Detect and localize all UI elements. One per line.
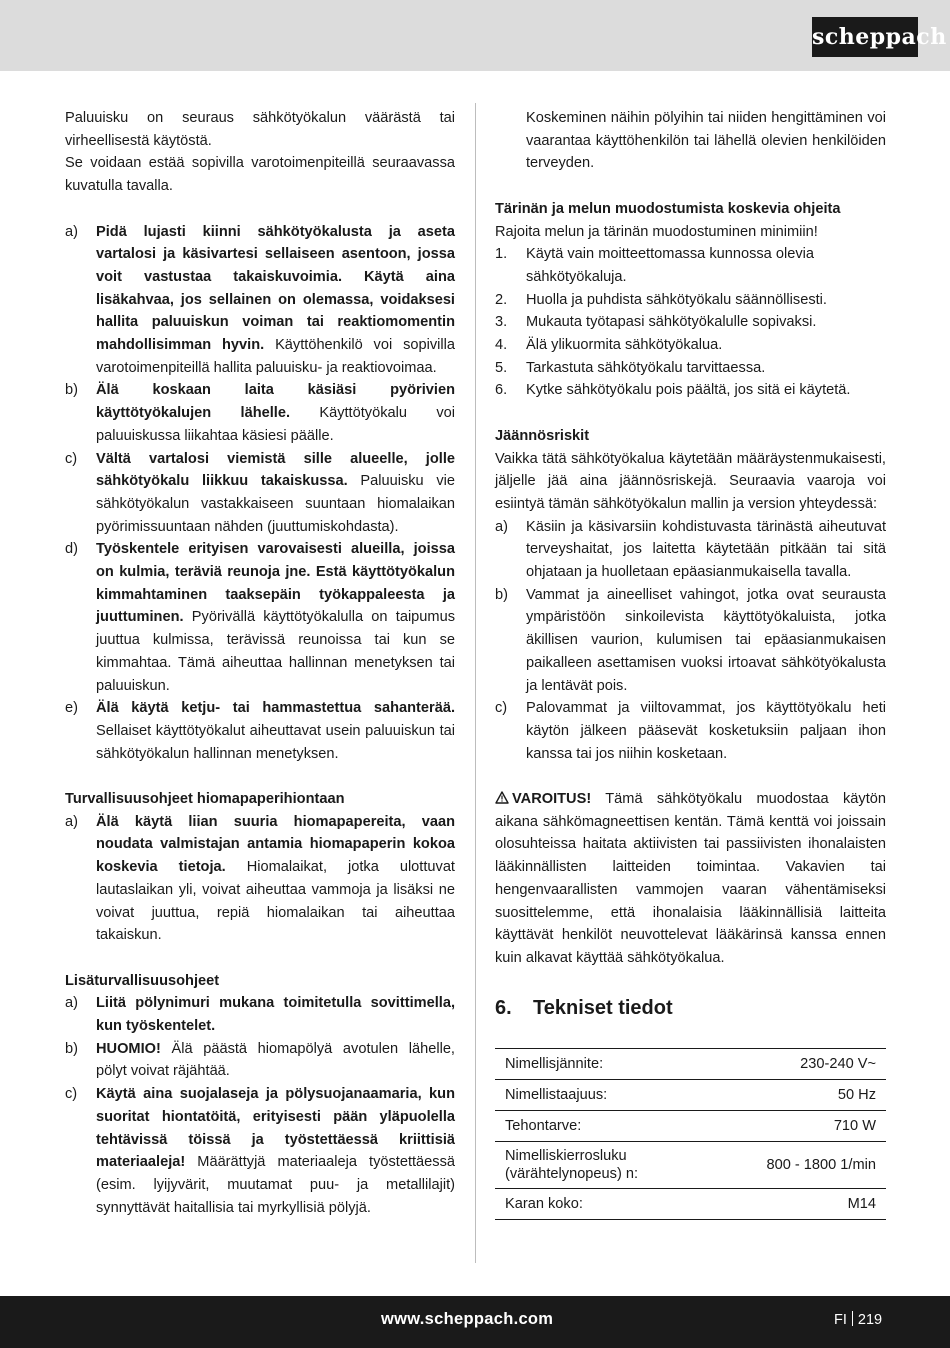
item-text: Määrättyjä materiaaleja työstettäessä (esim. lyijyvärit, muutamat puu- ja metallilajit) synnyttävät haitallisia tai myrkyllisiä pölyjä. [96, 1154, 455, 1216]
left-column [65, 107, 455, 1219]
bold-instruction: Älä käytä liian suuria hiomapapereita, vaan noudata valmistajan antamia hiomapaperin kokoa koskevia tietoja. [96, 813, 455, 876]
spec-label: Nimelliskierrosluku (värähtelynopeus) n: [495, 1141, 736, 1188]
list-marker: 1. [495, 246, 508, 263]
item-text: Kytke sähkötyökalu pois päältä, jos sitä ei käytetä. [526, 382, 851, 399]
spec-label: Tehontarve: [495, 1110, 736, 1141]
item-text: Hiomalaikat, jotka ulottuvat lautaslaikan yli, voivat aiheuttaa vammoja ja lisäksi ne voivat juuttua, repiä hiomalaikan tai aiheuttaa takaiskun. [96, 859, 455, 944]
list-marker: c) [65, 450, 78, 467]
list-item [495, 516, 886, 584]
list-item [495, 289, 886, 312]
warning-label: VAROITUS! [512, 791, 592, 808]
vibration-heading: Tärinän ja melun muodostumista koskevia ohjeita [495, 200, 841, 217]
list-item [495, 584, 886, 698]
section-number: 6. [495, 996, 512, 1019]
list-item [65, 221, 455, 380]
list-marker: 6. [495, 382, 508, 399]
footer-band [0, 1296, 950, 1348]
residual-risks-heading: Jäännösriskit [495, 427, 590, 444]
list-item [65, 1038, 455, 1083]
page-indicator [834, 1311, 882, 1328]
bold-instruction: HUOMIO! [96, 1040, 161, 1057]
spec-value: M14 [736, 1188, 886, 1219]
list-item [495, 697, 886, 765]
bold-instruction: Pidä lujasti kiinni sähkötyökalusta ja aseta vartalosi ja käsivartesi sellaiseen asentoon, jossa voit vastustaa takaiskuvoimia. Käytä aina lisäkahvaa, jos sellainen on olemassa, voidaksesi hallita paluuiskun voiman tai reaktiomomentin mahdollisimman hyvin. [96, 223, 455, 354]
list-item [495, 311, 886, 334]
section-title-text: Tekniset tiedot [533, 996, 673, 1019]
list-item [495, 243, 886, 288]
item-text: Käsiin ja käsivarsiin kohdistuvasta tärinästä aiheutuvat terveyshaitat, jos laitetta käytetään pitkään tai sitä ohjataan ja huolletaan epäasianmukaisella tavalla. [526, 518, 886, 581]
list-marker: 5. [495, 359, 508, 376]
list-item [65, 697, 455, 765]
list-item [495, 334, 886, 357]
list-item [65, 1083, 455, 1219]
bold-instruction: Älä koskaan laita käsiäsi pyörivien käyttötyökalujen lähelle. [96, 382, 455, 422]
scheppach-logo: scheppach [812, 17, 918, 57]
dust-continuation [495, 107, 886, 175]
warning-triangle-icon [495, 791, 509, 804]
vibration-intro: Rajoita melun ja tärinän muodostuminen minimiin! [495, 223, 818, 240]
list-marker: b) [495, 586, 508, 603]
warning-text: Tämä sähkötyökalu muodostaa käytön aikana sähkömagneettisen kentän. Tämä kenttä voi joissain olosuhteissa haitata aktiivisten tai passiivisten ihonalaisten lääkinnällisten laitteiden toimintaa. Vakavien tai hengenvaarallisten vammojen vaaran vähentämiseksi suosittelemme, että ihonalaisia lääkinnällisiä laitteita käyttävät henkilöt neuvottelevat lääkärinsä kanssa ennen kuin alkavat käyttää sähkötyökalua. [495, 791, 886, 966]
spec-label: Karan koko: [495, 1188, 736, 1219]
page-separator [852, 1311, 853, 1326]
bold-instruction: Työskentele erityisen varovaisesti alueilla, joissa on kulmia, teräviä reunoja jne. Estä käyttötyökalun kimmahtaminen taaksepäin työkappaleesta ja juuttuminen. [96, 541, 455, 626]
table-row [495, 1048, 886, 1079]
list-item [65, 379, 455, 447]
list-item [65, 992, 455, 1037]
list-marker: c) [495, 700, 508, 717]
spec-value: 50 Hz [736, 1079, 886, 1110]
vibration-list [495, 243, 886, 402]
intro-paragraph: Paluuisku on seuraus sähkötyökalun väärästä tai virheellisestä käytöstä. [65, 110, 455, 149]
spec-value: 230-240 V~ [736, 1048, 886, 1079]
list-marker: a) [65, 995, 78, 1012]
spec-label: Nimellistaajuus: [495, 1079, 736, 1110]
item-text: Pyörivällä käyttötyökalulla on taipumus juuttua kulmissa, terävissä reunoissa tai kun se kimmahtaa. Tämä aiheuttaa hallinnan menetyksen tai paluuiskun. [96, 609, 455, 694]
column-divider [475, 103, 476, 1263]
list-item [65, 448, 455, 539]
item-text: Käytä vain moitteettomassa kunnossa olevia sähkötyökaluja. [526, 246, 814, 285]
list-marker: c) [65, 1086, 78, 1103]
kickback-list [65, 221, 455, 766]
list-item [495, 357, 886, 380]
item-text: Älä ylikuormita sähkötyökalua. [526, 337, 723, 354]
list-item [65, 538, 455, 697]
list-marker: d) [65, 541, 78, 558]
extra-safety-heading: Lisäturvallisuusohjeet [65, 972, 220, 989]
header-band [0, 0, 950, 71]
list-marker: e) [65, 700, 78, 717]
item-text: Tarkastuta sähkötyökalu tarvittaessa. [526, 359, 766, 376]
table-row [495, 1110, 886, 1141]
item-text: Käyttöhenkilö voi sopivilla varotoimenpiteillä hallita paluuisku- ja reaktiovoimaa. [96, 337, 455, 376]
page-number: 219 [857, 1312, 883, 1328]
specs-table [495, 1048, 886, 1220]
bold-instruction: Liitä pölynimuri mukana toimitetulla sovittimella, kun työskentelet. [96, 995, 455, 1035]
spec-value: 800 - 1800 1/min [736, 1141, 886, 1188]
sanding-heading: Turvallisuusohjeet hiomapaperihiontaan [65, 791, 345, 808]
list-marker: 4. [495, 337, 508, 354]
item-text: Vammat ja aineelliset vahingot, jotka ovat seurausta ympäristöön sinkoilevista käyttötyökaluista, jotka äkillisen vaurion, kulumisen tai epäasianmukaisen paikalleen asettamisen vuoksi irtoavat sähkötyökalusta ja lentävät pois. [526, 586, 886, 694]
item-text: Palovammat ja viiltovammat, jos käyttötyökalu heti käytön jälkeen pääsevät kosketuksiin paljaan ihon kanssa tai jos niihin kosketaan. [526, 700, 886, 762]
warning-paragraph [495, 788, 886, 970]
item-text: Älä päästä hiomapölyä avotulen lähelle, pölyt voivat räjähtää. [96, 1040, 455, 1080]
item-text: Sellaiset käyttötyökalut aiheuttavat usein paluuiskun tai sähkötyökalun hallinnan menetyksen. [96, 722, 455, 762]
spec-label: Nimellisjännite: [495, 1048, 736, 1079]
item-text: Koskeminen näihin pölyihin tai niiden hengittäminen voi vaarantaa käyttöhenkilön tai lähellä olevien henkilöiden terveyden. [526, 110, 886, 172]
language-code: FI [834, 1312, 847, 1328]
intro-paragraph: Se voidaan estää sopivilla varotoimenpiteillä seuraavassa kuvatulla tavalla. [65, 155, 455, 195]
item-text: Mukauta työtapasi sähkötyökalulle sopivaksi. [526, 314, 817, 331]
residual-list [495, 516, 886, 766]
footer-website-link[interactable]: www.scheppach.com [381, 1310, 554, 1328]
list-marker: b) [65, 382, 78, 399]
item-text: Käyttötyökalu voi paluuiskussa liikahtaa käsiesi päälle. [96, 405, 455, 444]
bold-instruction: Älä käytä ketju- tai hammastettua sahanterää. [96, 700, 455, 717]
section-title [495, 994, 886, 1022]
list-marker: a) [495, 518, 508, 535]
table-row [495, 1141, 886, 1188]
list-marker: a) [65, 223, 78, 240]
list-marker: a) [65, 813, 78, 830]
list-marker: 3. [495, 314, 508, 331]
list-marker: b) [65, 1040, 78, 1057]
right-column [495, 107, 886, 1220]
spec-value: 710 W [736, 1110, 886, 1141]
item-text: Paluuisku vie sähkötyökalun vastakkaiseen suuntaan hiomalaikan pyörimissuuntaan nähden (juuttumiskohdasta). [96, 473, 455, 535]
table-row [495, 1188, 886, 1219]
list-marker: 2. [495, 291, 508, 308]
bold-instruction: Vältä vartalosi viemistä sille alueelle, jolle sähkötyökalu liikkuu takaiskussa. [96, 450, 455, 490]
bold-instruction: Käytä aina suojalaseja ja pölysuojanaamaria, kun suoritat hiontatöitä, erityisesti pään yläpuolella tehtävissä töissä ja työstettäessä kriittisiä materiaaleja! [96, 1086, 455, 1171]
item-text: Huolla ja puhdista sähkötyökalu säännöllisesti. [526, 291, 827, 308]
list-item [495, 379, 886, 402]
list-item [65, 811, 455, 947]
table-row [495, 1079, 886, 1110]
residual-intro: Vaikka tätä sähkötyökalua käytetään määräystenmukaisesti, jäljelle jää aina jäännösriskejä. Seuraavia vaaroja voi esiintyä tämän sähkötyökalun mallin ja version yhteydessä: [495, 450, 886, 512]
